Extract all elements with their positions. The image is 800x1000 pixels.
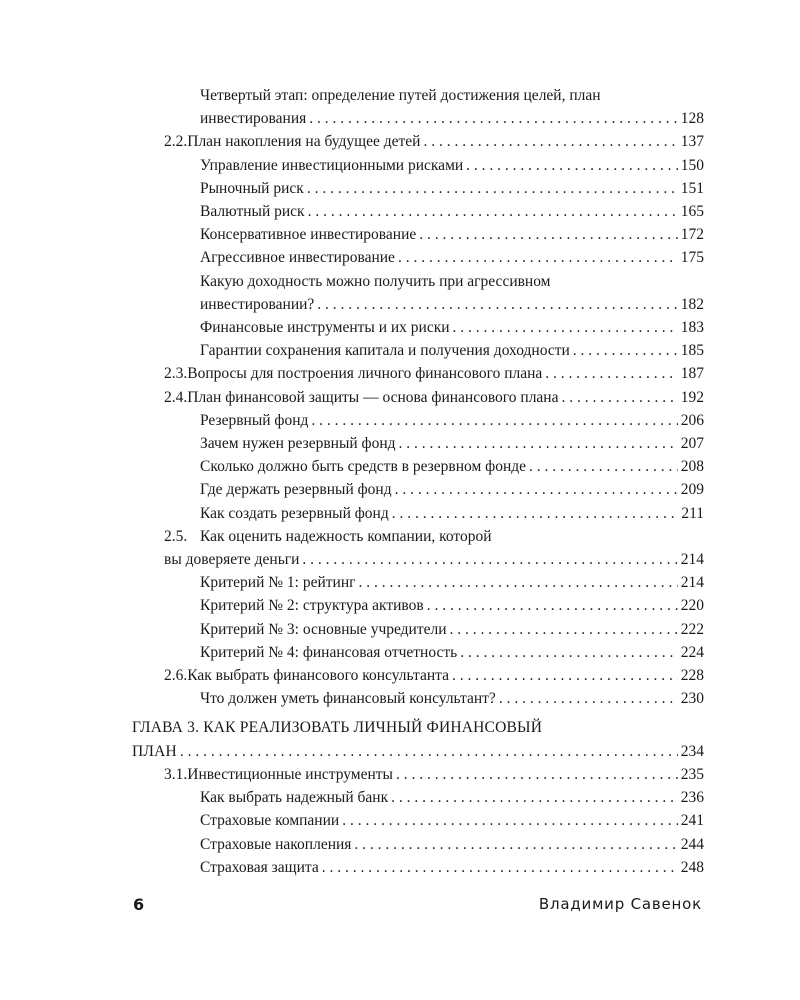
section-number: 2.4. [164, 388, 188, 406]
dot-leader [302, 548, 677, 571]
dot-leader [396, 763, 678, 786]
toc-subsection [200, 409, 704, 432]
table-of-contents [0, 84, 800, 879]
toc-line [200, 478, 704, 501]
dot-leader [309, 107, 678, 130]
page-ref: 183 [680, 319, 704, 337]
page-ref: 214 [680, 574, 704, 592]
entry-title: Страховая защита [200, 858, 319, 876]
entry-title: инвестировании? [200, 295, 315, 313]
toc-section [164, 362, 704, 385]
toc-subsection [200, 856, 704, 879]
running-author: Владимир Савенок [538, 895, 702, 913]
toc-line [200, 594, 704, 617]
toc-line [164, 525, 704, 548]
dot-leader [561, 386, 677, 409]
section-number: 2.6. [164, 667, 188, 685]
toc-section [164, 664, 704, 687]
toc-subsection [200, 594, 704, 617]
toc-subsection [200, 177, 704, 200]
entry-title: Финансовые инструменты и их риски [200, 319, 450, 337]
page-ref: 208 [680, 458, 704, 476]
entry-title: План накопления на будущее детей [187, 133, 421, 151]
dot-leader [395, 478, 678, 501]
toc-subsection [200, 316, 704, 339]
section-number: 2.5. [164, 527, 188, 545]
dot-leader [342, 809, 678, 832]
dot-leader [466, 154, 678, 177]
toc-line [200, 316, 704, 339]
page-ref: 165 [680, 203, 704, 221]
dot-leader [392, 502, 679, 525]
page-ref: 206 [680, 411, 704, 429]
page-ref: 192 [680, 388, 704, 406]
dot-leader [423, 130, 677, 153]
toc-line [200, 107, 704, 130]
page-ref: 187 [680, 365, 704, 383]
page-ref: 241 [680, 812, 704, 830]
toc-line [200, 293, 704, 316]
entry-title: Управление инвестиционными рисками [200, 156, 464, 174]
page-ref: 182 [680, 295, 704, 313]
toc-line [132, 740, 704, 763]
page-ref: 230 [680, 690, 704, 708]
dot-leader [307, 177, 678, 200]
entry-title: Что должен уметь финансовый консультант? [200, 690, 496, 708]
entry-title: инвестирования [200, 110, 307, 128]
page-footer [0, 895, 800, 919]
dot-leader [450, 618, 678, 641]
toc-subsection [200, 270, 704, 316]
toc-subsection [200, 200, 704, 223]
page-ref: 234 [680, 742, 704, 760]
page-ref: 175 [680, 249, 704, 267]
toc-line [200, 641, 704, 664]
entry-title: Агрессивное инвестирование [200, 249, 395, 267]
toc-line [200, 177, 704, 200]
page-ref: 172 [680, 226, 704, 244]
entry-title: Четвертый этап: определение путей достижения целей, план [200, 87, 601, 104]
dot-leader [545, 362, 677, 385]
toc-line [200, 432, 704, 455]
entry-title: ГЛАВА 3. КАК РЕАЛИЗОВАТЬ ЛИЧНЫЙ ФИНАНСОВЫЙ [132, 719, 543, 737]
toc-line [200, 154, 704, 177]
page-ref: 248 [680, 858, 704, 876]
page-ref: 211 [681, 504, 704, 522]
dot-leader [391, 786, 678, 809]
entry-title: Инвестиционные инструменты [187, 765, 393, 783]
toc-line [200, 571, 704, 594]
section-number: 2.2. [164, 133, 188, 151]
dot-leader [398, 246, 678, 269]
toc-subsection [200, 154, 704, 177]
toc-subsection [200, 478, 704, 501]
entry-title: Как выбрать надежный банк [200, 789, 389, 807]
toc-line [164, 130, 704, 153]
entry-title: Как оценить надежность компании, которой [200, 527, 492, 545]
entry-title: Консервативное инвестирование [200, 226, 417, 244]
entry-title: Критерий № 3: основные учредители [200, 620, 447, 638]
dot-leader [452, 664, 678, 687]
dot-leader [322, 856, 678, 879]
toc-line [200, 200, 704, 223]
toc-line [200, 84, 704, 107]
section-number: 3.1. [164, 765, 188, 783]
entry-title: Страховые накопления [200, 835, 352, 853]
dot-leader [180, 740, 678, 763]
entry-title: Гарантии сохранения капитала и получения доходности [200, 342, 570, 360]
toc-subsection [200, 502, 704, 525]
toc-line [164, 664, 704, 687]
toc-subsection [200, 223, 704, 246]
dot-leader [529, 455, 678, 478]
entry-title: Рыночный риск [200, 179, 304, 197]
toc-section [164, 525, 704, 571]
toc-line [200, 856, 704, 879]
dot-leader [311, 409, 677, 432]
page-ref: 128 [680, 110, 704, 128]
toc-line [200, 270, 704, 293]
page-ref: 185 [680, 342, 704, 360]
page-ref: 137 [680, 133, 704, 151]
dot-leader [427, 594, 678, 617]
toc-line [200, 786, 704, 809]
entry-title: План финансовой защиты — основа финансового плана [187, 388, 559, 406]
entry-title: Резервный фонд [200, 411, 309, 429]
section-number: 2.3. [164, 365, 188, 383]
entry-title: Где держать резервный фонд [200, 481, 392, 499]
toc-subsection [200, 432, 704, 455]
page-ref: 222 [680, 620, 704, 638]
toc-subsection [200, 833, 704, 856]
dot-leader [399, 432, 678, 455]
page-ref: 209 [680, 481, 704, 499]
page-number: 6 [133, 895, 145, 914]
toc-line [200, 809, 704, 832]
toc-line [200, 455, 704, 478]
page-ref: 244 [680, 835, 704, 853]
page-ref: 207 [680, 435, 704, 453]
dot-leader [359, 571, 678, 594]
entry-title: ПЛАН [132, 742, 177, 760]
page-ref: 214 [680, 551, 704, 569]
dot-leader [308, 200, 678, 223]
entry-title: Сколько должно быть средств в резервном фонде [200, 458, 527, 476]
toc-line [200, 409, 704, 432]
page-ref: 228 [680, 667, 704, 685]
toc-subsection [200, 618, 704, 641]
toc-line [200, 246, 704, 269]
entry-title: Критерий № 4: финансовая отчетность [200, 643, 458, 661]
toc-subsection [200, 641, 704, 664]
entry-title: Вопросы для построения личного финансового плана [187, 365, 543, 383]
entry-title: вы доверяете деньги [164, 551, 300, 569]
toc-subsection [200, 786, 704, 809]
dot-leader [354, 833, 677, 856]
dot-leader [317, 293, 677, 316]
toc-subsection [200, 809, 704, 832]
toc-subsection [200, 84, 704, 130]
dot-leader [453, 316, 678, 339]
entry-title: Как создать резервный фонд [200, 504, 389, 522]
entry-title: Валютный риск [200, 203, 305, 221]
toc-line [200, 339, 704, 362]
entry-title: Страховые компании [200, 812, 340, 830]
toc-chapter [132, 716, 704, 762]
toc-subsection [200, 687, 704, 710]
page-ref: 151 [680, 179, 704, 197]
entry-title: Критерий № 2: структура активов [200, 597, 424, 615]
toc-line [164, 362, 704, 385]
toc-line [200, 833, 704, 856]
toc-subsection [200, 571, 704, 594]
page-ref: 236 [680, 789, 704, 807]
page-ref: 235 [680, 765, 704, 783]
dot-leader [499, 687, 678, 710]
entry-title: Как выбрать финансового консультанта [187, 667, 449, 685]
toc-line [164, 548, 704, 571]
toc-line [200, 223, 704, 246]
toc-subsection [200, 455, 704, 478]
dot-leader [460, 641, 678, 664]
dot-leader [419, 223, 677, 246]
toc-section [164, 130, 704, 153]
toc-line [200, 502, 704, 525]
page-ref: 224 [680, 643, 704, 661]
toc-subsection [200, 339, 704, 362]
toc-subsection [200, 246, 704, 269]
toc-line [200, 618, 704, 641]
toc-section [164, 763, 704, 786]
toc-line [132, 716, 704, 739]
entry-title: Зачем нужен резервный фонд [200, 435, 396, 453]
toc-line [200, 687, 704, 710]
dot-leader [573, 339, 678, 362]
page-ref: 220 [680, 597, 704, 615]
toc-section [164, 386, 704, 409]
entry-title: Какую доходность можно получить при агрессивном [200, 272, 551, 290]
entry-title: Критерий № 1: рейтинг [200, 574, 356, 592]
toc-line [164, 763, 704, 786]
page-ref: 150 [680, 156, 704, 174]
toc-line [164, 386, 704, 409]
